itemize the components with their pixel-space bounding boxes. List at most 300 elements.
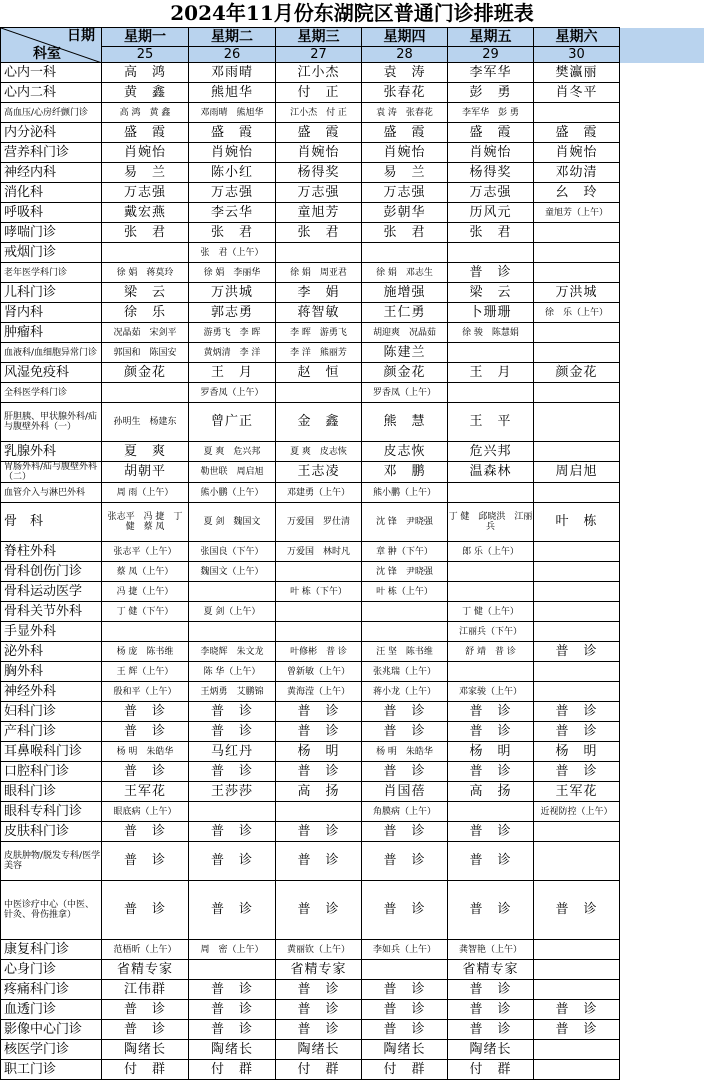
doctor-cell: 普 诊 [276,842,362,881]
blank-cell [620,682,704,702]
doctor-cell: 叶修彬 普 诊 [276,642,362,662]
blank-cell [620,762,704,782]
doctor-cell: 李 晖 游勇飞 [276,323,362,343]
doctor-cell: 蒋小龙（上午） [362,682,448,702]
doctor-cell: 彭 勇 [448,83,534,103]
doctor-cell: 万爱国 林时凡 [276,542,362,562]
doctor-cell: 梁 云 [448,283,534,303]
blank-cell [620,63,704,83]
department-name: 影像中心门诊 [1,1020,102,1040]
doctor-cell: 李云华 [189,203,276,223]
doctor-cell: 熊小鹏（上午） [362,483,448,503]
doctor-cell: 颜金花 [534,363,620,383]
doctor-cell [276,622,362,642]
doctor-cell: 张兆瑞（上午） [362,662,448,682]
department-name: 眼科专科门诊 [1,802,102,822]
doctor-cell [534,223,620,243]
doctor-cell: 普 诊 [189,881,276,940]
blank-cell [620,283,704,303]
doctor-cell: 普 诊 [362,722,448,742]
department-name: 泌外科 [1,642,102,662]
blank-cell [620,343,704,363]
department-name: 肾内科 [1,303,102,323]
doctor-cell: 周 密（上午） [189,940,276,960]
schedule-row [1,323,704,343]
doctor-cell: 童旭芳（上午） [534,203,620,223]
doctor-cell: 省精专家 [276,960,362,980]
doctor-cell [534,582,620,602]
doctor-cell: 戴宏燕 [102,203,189,223]
blank-cell [620,83,704,103]
date-header: 25 [102,47,189,63]
department-name: 全科医学科门诊 [1,383,102,403]
doctor-cell: 普 诊 [534,1020,620,1040]
doctor-cell [534,542,620,562]
blank-cell [620,642,704,662]
department-name: 产科门诊 [1,722,102,742]
department-name: 妇科门诊 [1,702,102,722]
doctor-cell [362,960,448,980]
doctor-cell: 付 群 [448,1060,534,1080]
schedule-row [1,203,704,223]
department-name: 肿瘤科 [1,323,102,343]
department-name: 心身门诊 [1,960,102,980]
department-name: 皮肤肿物/脱发专科/医学美容 [1,842,102,881]
doctor-cell [189,582,276,602]
doctor-cell: 张春花 [362,83,448,103]
blank-cell [620,542,704,562]
dept-label: 科室 [33,47,61,61]
doctor-cell: 陶绪长 [276,1040,362,1060]
doctor-cell: 易 兰 [102,163,189,183]
doctor-cell: 丁 健（下午） [102,602,189,622]
doctor-cell: 易 兰 [362,163,448,183]
blank-cell [620,303,704,323]
schedule-row [1,881,704,940]
doctor-cell: 赵 恒 [276,363,362,383]
doctor-cell: 普 诊 [448,762,534,782]
blank-cell [620,363,704,383]
doctor-cell: 普 诊 [189,702,276,722]
doctor-cell: 叶 栋（上午） [362,582,448,602]
doctor-cell: 丁 健 邱晓洪 江丽兵 [448,503,534,542]
blank-cell [620,28,704,47]
doctor-cell: 梁 云 [102,283,189,303]
schedule-row [1,83,704,103]
schedule-row [1,183,704,203]
doctor-cell [534,562,620,582]
blank-cell [620,802,704,822]
blank-cell [620,103,704,123]
doctor-cell: 普 诊 [189,722,276,742]
doctor-cell: 普 诊 [102,702,189,722]
doctor-cell [448,802,534,822]
doctor-cell [534,103,620,123]
doctor-cell: 普 诊 [276,1020,362,1040]
doctor-cell: 郭志勇 [189,303,276,323]
department-name: 肝胆胰、甲状腺外科/疝与腹壁外科（一） [1,403,102,442]
weekday-header: 星期二 [189,28,276,47]
doctor-cell: 江小杰 付 正 [276,103,362,123]
doctor-cell: 万志强 [189,183,276,203]
doctor-cell: 肖婉怡 [102,143,189,163]
doctor-cell: 李 娟 [276,283,362,303]
doctor-cell: 张 君 [362,223,448,243]
page-title: 2024年11月份东湖院区普通门诊排班表 [0,0,704,27]
schedule-row [1,303,704,323]
blank-cell [620,702,704,722]
doctor-cell [189,802,276,822]
schedule-row [1,822,704,842]
doctor-cell [448,483,534,503]
doctor-cell: 角膜病（上午） [362,802,448,822]
schedule-row [1,562,704,582]
doctor-cell: 普 诊 [534,722,620,742]
doctor-cell: 普 诊 [448,980,534,1000]
doctor-cell: 普 诊 [448,822,534,842]
doctor-cell: 付 群 [102,1060,189,1080]
department-name: 消化科 [1,183,102,203]
doctor-cell: 高 鸿 [102,63,189,83]
doctor-cell: 肖婉怡 [362,143,448,163]
doctor-cell [534,960,620,980]
doctor-cell: 肖婉怡 [189,143,276,163]
doctor-cell: 普 诊 [189,1000,276,1020]
date-header: 30 [534,47,620,63]
blank-cell [620,47,704,63]
blank-cell [620,582,704,602]
doctor-cell: 孙明生 杨建东 [102,403,189,442]
corner-cell [1,28,102,63]
doctor-cell: 蔡 凤（上午） [102,562,189,582]
department-name: 骨科创伤门诊 [1,562,102,582]
department-name: 神经外科 [1,682,102,702]
doctor-cell: 杨 庞 陈书维 [102,642,189,662]
doctor-cell: 王 平 [448,403,534,442]
doctor-cell [534,602,620,622]
schedule-row [1,662,704,682]
schedule-row [1,682,704,702]
weekday-header: 星期六 [534,28,620,47]
doctor-cell: 杨得奖 [276,163,362,183]
doctor-cell: 金 鑫 [276,403,362,442]
doctor-cell: 张志平（上午） [102,542,189,562]
doctor-cell: 万洪城 [189,283,276,303]
department-name: 神经内科 [1,163,102,183]
doctor-cell: 普 诊 [189,842,276,881]
doctor-cell [534,622,620,642]
department-name: 胃肠外科/疝与腹壁外科（二） [1,462,102,483]
weekday-header: 星期五 [448,28,534,47]
schedule-row [1,1020,704,1040]
schedule-row [1,940,704,960]
doctor-cell: 普 诊 [189,822,276,842]
date-label: 日期 [67,29,95,43]
doctor-cell: 王炳勇 艾鹏锦 [189,682,276,702]
schedule-row [1,283,704,303]
doctor-cell [534,842,620,881]
blank-cell [620,183,704,203]
doctor-cell: 江伟群 [102,980,189,1000]
blank-cell [620,462,704,483]
doctor-cell: 张 君 [102,223,189,243]
doctor-cell: 万志强 [276,183,362,203]
department-name: 骨 科 [1,503,102,542]
department-name: 中医诊疗中心（中医、针灸、骨伤推拿） [1,881,102,940]
doctor-cell [534,323,620,343]
blank-cell [620,662,704,682]
doctor-cell: 高 扬 [448,782,534,802]
doctor-cell: 普 诊 [276,1000,362,1020]
department-name: 营养科门诊 [1,143,102,163]
doctor-cell: 万志强 [362,183,448,203]
doctor-cell: 普 诊 [102,1020,189,1040]
department-name: 高血压/心房纤颤门诊 [1,103,102,123]
doctor-cell: 张国良（下午） [189,542,276,562]
doctor-cell [534,403,620,442]
doctor-cell [276,383,362,403]
doctor-cell [534,383,620,403]
doctor-cell: 皮志恢 [362,442,448,462]
doctor-cell: 马红丹 [189,742,276,762]
doctor-cell [534,822,620,842]
blank-cell [620,1020,704,1040]
doctor-cell: 普 诊 [102,822,189,842]
department-name: 疼痛科门诊 [1,980,102,1000]
blank-cell [620,323,704,343]
blank-cell [620,602,704,622]
blank-cell [620,742,704,762]
doctor-cell: 冯 捷（上午） [102,582,189,602]
doctor-cell: 陈 华（上午） [189,662,276,682]
department-name: 骨科运动医学 [1,582,102,602]
doctor-cell: 舒 靖 普 诊 [448,642,534,662]
doctor-cell: 肖婉怡 [534,143,620,163]
schedule-row [1,1040,704,1060]
doctor-cell: 熊旭华 [189,83,276,103]
weekday-header: 星期一 [102,28,189,47]
doctor-cell: 张志平 冯 捷 丁 健 蔡 凤 [102,503,189,542]
blank-cell [620,163,704,183]
schedule-row [1,980,704,1000]
doctor-cell: 肖冬平 [534,83,620,103]
blank-cell [620,960,704,980]
doctor-cell: 徐 乐 [102,303,189,323]
department-name: 老年医学科门诊 [1,263,102,283]
doctor-cell [448,243,534,263]
doctor-cell: 肖国蓓 [362,782,448,802]
doctor-cell: 历风元 [448,203,534,223]
doctor-cell [362,622,448,642]
doctor-cell: 罗香凤（上午） [362,383,448,403]
doctor-cell: 江小杰 [276,63,362,83]
doctor-cell: 杨得奖 [448,163,534,183]
date-header: 27 [276,47,362,63]
schedule-row [1,1000,704,1020]
department-name: 呼吸科 [1,203,102,223]
blank-cell [620,1040,704,1060]
department-name: 哮喘门诊 [1,223,102,243]
doctor-cell [276,562,362,582]
doctor-cell: 夏 剑（上午） [189,602,276,622]
doctor-cell [102,383,189,403]
blank-cell [620,881,704,940]
doctor-cell: 李晓辉 朱文龙 [189,642,276,662]
doctor-cell: 邓雨晴 [189,63,276,83]
doctor-cell: 普 诊 [362,822,448,842]
doctor-cell [534,1040,620,1060]
doctor-cell [534,980,620,1000]
doctor-cell: 温森林 [448,462,534,483]
doctor-cell: 普 诊 [362,1000,448,1020]
doctor-cell: 罗香凤（上午） [189,383,276,403]
doctor-cell [534,940,620,960]
department-name: 康复科门诊 [1,940,102,960]
date-header: 28 [362,47,448,63]
doctor-cell: 普 诊 [189,1020,276,1040]
doctor-cell: 王军花 [102,782,189,802]
weekday-header: 星期四 [362,28,448,47]
schedule-row [1,542,704,562]
blank-cell [620,143,704,163]
schedule-row [1,622,704,642]
doctor-cell [534,1060,620,1080]
doctor-cell [448,562,534,582]
blank-cell [620,203,704,223]
doctor-cell: 普 诊 [534,1000,620,1020]
doctor-cell: 陈建兰 [362,343,448,363]
doctor-cell: 颜金花 [102,363,189,383]
doctor-cell: 熊小鹏（上午） [189,483,276,503]
blank-cell [620,940,704,960]
doctor-cell: 黄丽钦（上午） [276,940,362,960]
schedule-row [1,802,704,822]
schedule-row [1,722,704,742]
doctor-cell: 沈 锋 尹晓强 [362,562,448,582]
doctor-cell: 普 诊 [276,881,362,940]
doctor-cell: 胡朝平 [102,462,189,483]
doctor-cell: 普 诊 [102,722,189,742]
date-header: 29 [448,47,534,63]
doctor-cell: 徐 娟 李丽华 [189,263,276,283]
department-name: 手显外科 [1,622,102,642]
doctor-cell [448,582,534,602]
doctor-cell: 省精专家 [102,960,189,980]
doctor-cell: 眼底病（上午） [102,802,189,822]
doctor-cell: 危兴邦 [448,442,534,462]
doctor-cell: 普 诊 [448,722,534,742]
doctor-cell: 普 诊 [534,702,620,722]
doctor-cell: 普 诊 [534,881,620,940]
doctor-cell: 盛 霞 [362,123,448,143]
schedule-row [1,123,704,143]
blank-cell [620,1060,704,1080]
doctor-cell: 汪 坚 陈书维 [362,642,448,662]
blank-cell [620,243,704,263]
doctor-cell: 丁 健（上午） [448,602,534,622]
blank-cell [620,223,704,243]
department-name: 血透门诊 [1,1000,102,1020]
doctor-cell: 肖婉怡 [448,143,534,163]
blank-cell [620,622,704,642]
doctor-cell: 夏 爽 [102,442,189,462]
department-name: 血管介入与淋巴外科 [1,483,102,503]
schedule-row [1,403,704,442]
doctor-cell: 普 诊 [362,1020,448,1040]
department-name: 核医学门诊 [1,1040,102,1060]
doctor-cell: 王仁勇 [362,303,448,323]
doctor-cell: 邓 鹏 [362,462,448,483]
doctor-cell [534,662,620,682]
doctor-cell: 黄 鑫 [102,83,189,103]
doctor-cell [534,343,620,363]
weekday-header: 星期三 [276,28,362,47]
schedule-row [1,842,704,881]
doctor-cell: 施增强 [362,283,448,303]
doctor-cell: 普 诊 [362,702,448,722]
doctor-cell: 高 扬 [276,782,362,802]
doctor-cell: 万爱国 罗仕清 [276,503,362,542]
doctor-cell: 肖婉怡 [276,143,362,163]
schedule-row [1,782,704,802]
doctor-cell: 李军华 彭 勇 [448,103,534,123]
department-name: 心内二科 [1,83,102,103]
doctor-cell: 邓雨晴 熊旭华 [189,103,276,123]
doctor-cell: 普 诊 [102,762,189,782]
doctor-cell [189,622,276,642]
schedule-row [1,163,704,183]
doctor-cell: 游勇飞 李 晖 [189,323,276,343]
doctor-cell: 夏 剑 魏国文 [189,503,276,542]
blank-cell [620,442,704,462]
doctor-cell: 普 诊 [102,881,189,940]
doctor-cell: 王莎莎 [189,782,276,802]
doctor-cell: 张 君 [448,223,534,243]
doctor-cell: 付 群 [189,1060,276,1080]
doctor-cell [276,602,362,622]
doctor-cell [448,343,534,363]
doctor-cell: 徐 乐（上午） [534,303,620,323]
blank-cell [620,980,704,1000]
schedule-row [1,243,704,263]
doctor-cell [276,802,362,822]
blank-cell [620,842,704,881]
doctor-cell: 盛 霞 [102,123,189,143]
schedule-row [1,483,704,503]
doctor-cell: 陶绪长 [189,1040,276,1060]
doctor-cell: 普 诊 [448,842,534,881]
doctor-cell: 万洪城 [534,283,620,303]
schedule-row [1,383,704,403]
schedule-row [1,263,704,283]
doctor-cell: 叶 栋 [534,503,620,542]
doctor-cell: 付 群 [276,1060,362,1080]
doctor-cell: 普 诊 [189,762,276,782]
doctor-cell [534,263,620,283]
doctor-cell: 徐 娟 蒋莫玲 [102,263,189,283]
blank-cell [620,383,704,403]
doctor-cell: 龚智艳（上午） [448,940,534,960]
doctor-cell: 普 诊 [448,1020,534,1040]
doctor-cell: 范梧昕（上午） [102,940,189,960]
doctor-cell [102,243,189,263]
doctor-cell: 普 诊 [102,1000,189,1020]
schedule-row [1,103,704,123]
doctor-cell: 普 诊 [276,722,362,742]
doctor-cell: 曾广正 [189,403,276,442]
doctor-cell: 普 诊 [448,1000,534,1020]
doctor-cell: 李如兵（上午） [362,940,448,960]
